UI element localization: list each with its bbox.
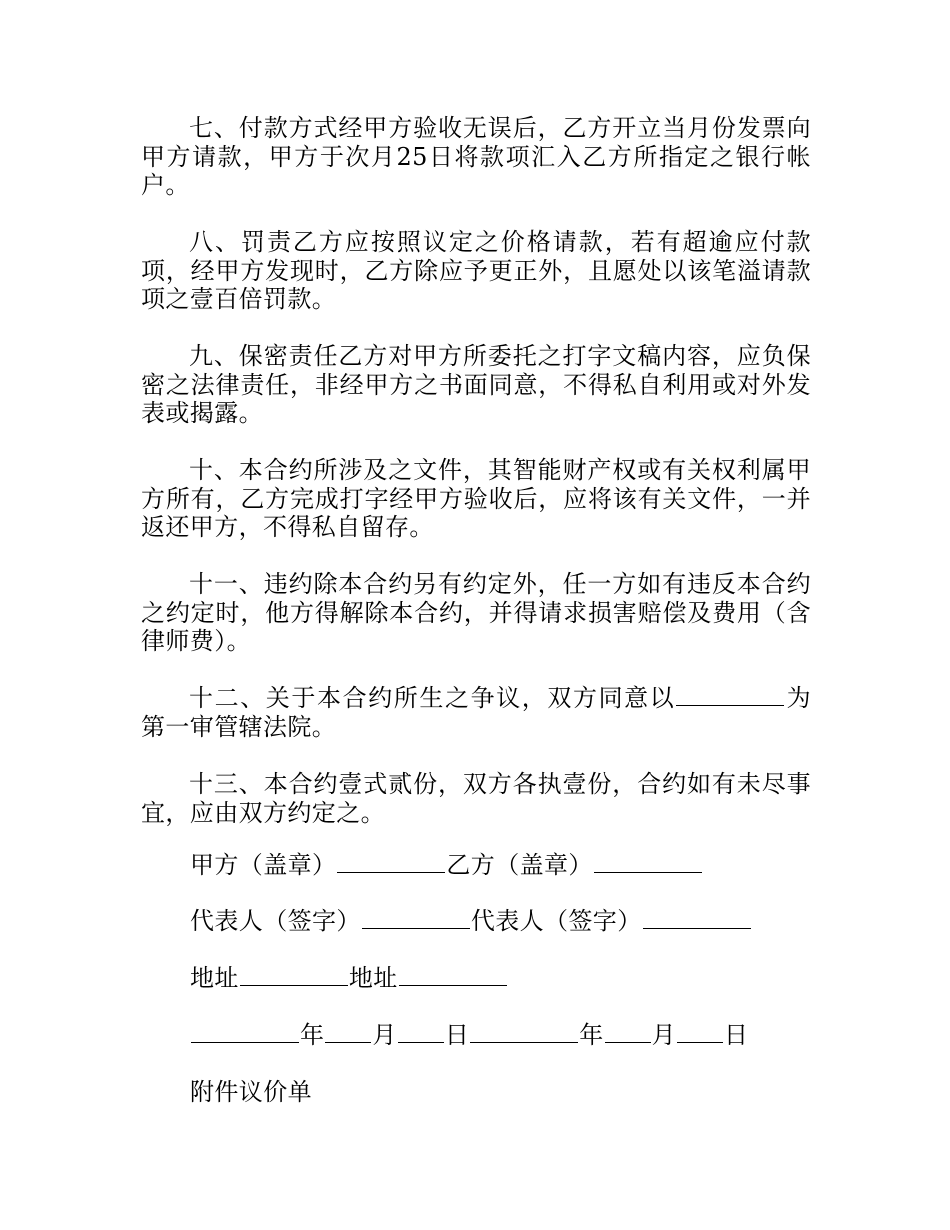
clause-12-text-a: 十二、关于本合约所生之争议，双方同意以 bbox=[189, 684, 676, 712]
clause-10: 十、本合约所涉及之文件，其智能财产权或有关权利属甲方所有，乙方完成打字经甲方验收后，应将该有关文件，一并返还甲方，不得私自留存。 bbox=[141, 456, 811, 541]
clause-12-text-b: 为第一审管辖法院。 bbox=[141, 684, 811, 741]
clause-11: 十一、违约除本合约另有约定外，任一方如有违反本合约之约定时，他方得解除本合约，并得请求损害赔偿及费用（含律师费）。 bbox=[141, 570, 811, 655]
day-b-blank bbox=[677, 1041, 723, 1043]
year-b-blank bbox=[470, 1041, 578, 1043]
addr-b-blank bbox=[399, 984, 507, 986]
rep-a-blank bbox=[362, 927, 470, 929]
date-line bbox=[190, 1021, 748, 1049]
party-b-seal-label: 乙方（盖章） bbox=[446, 851, 593, 879]
month-b-label: 月 bbox=[651, 1021, 677, 1049]
day-a-label: 日 bbox=[444, 1021, 470, 1049]
clause-13: 十三、本合约壹式贰份，双方各执壹份，合约如有未尽事宜，应由双方约定之。 bbox=[141, 770, 811, 827]
representative-line bbox=[190, 907, 752, 935]
year-b-label: 年 bbox=[579, 1021, 604, 1049]
clause-9: 九、保密责任乙方对甲方所委托之打字文稿内容，应负保密之法律责任，非经甲方之书面同意，不得私自利用或对外发表或揭露。 bbox=[141, 342, 811, 427]
party-b-seal-blank bbox=[594, 871, 702, 873]
addr-a-blank bbox=[240, 984, 348, 986]
day-a-blank bbox=[398, 1041, 444, 1043]
rep-a-label: 代表人（签字） bbox=[190, 907, 361, 935]
clause-8: 八、罚责乙方应按照议定之价格请款，若有超逾应付款项，经甲方发现时，乙方除应予更正外，且愿处以该笔溢请款项之壹百倍罚款。 bbox=[141, 228, 811, 313]
rep-b-label: 代表人（签字） bbox=[470, 907, 642, 935]
month-a-blank bbox=[325, 1041, 371, 1043]
clause-7: 七、付款方式经甲方验收无误后，乙方开立当月份发票向甲方请款，甲方于次月25日将款项汇入乙方所指定之银行帐户。 bbox=[141, 114, 811, 199]
rep-b-blank bbox=[643, 927, 751, 929]
party-a-seal-label: 甲方（盖章） bbox=[190, 851, 337, 879]
month-a-label: 月 bbox=[372, 1021, 397, 1049]
addr-a-label: 地址 bbox=[190, 964, 239, 992]
year-a-label: 年 bbox=[300, 1021, 325, 1049]
year-a-blank bbox=[191, 1041, 299, 1043]
seal-line bbox=[190, 851, 703, 879]
address-line bbox=[190, 964, 508, 992]
attachment-label: 附件议价单 bbox=[190, 1078, 312, 1106]
month-b-blank bbox=[605, 1041, 651, 1043]
clause-12 bbox=[141, 684, 811, 741]
court-blank bbox=[676, 704, 784, 706]
day-b-label: 日 bbox=[724, 1021, 749, 1049]
party-a-seal-blank bbox=[337, 871, 445, 873]
addr-b-label: 地址 bbox=[348, 964, 398, 992]
